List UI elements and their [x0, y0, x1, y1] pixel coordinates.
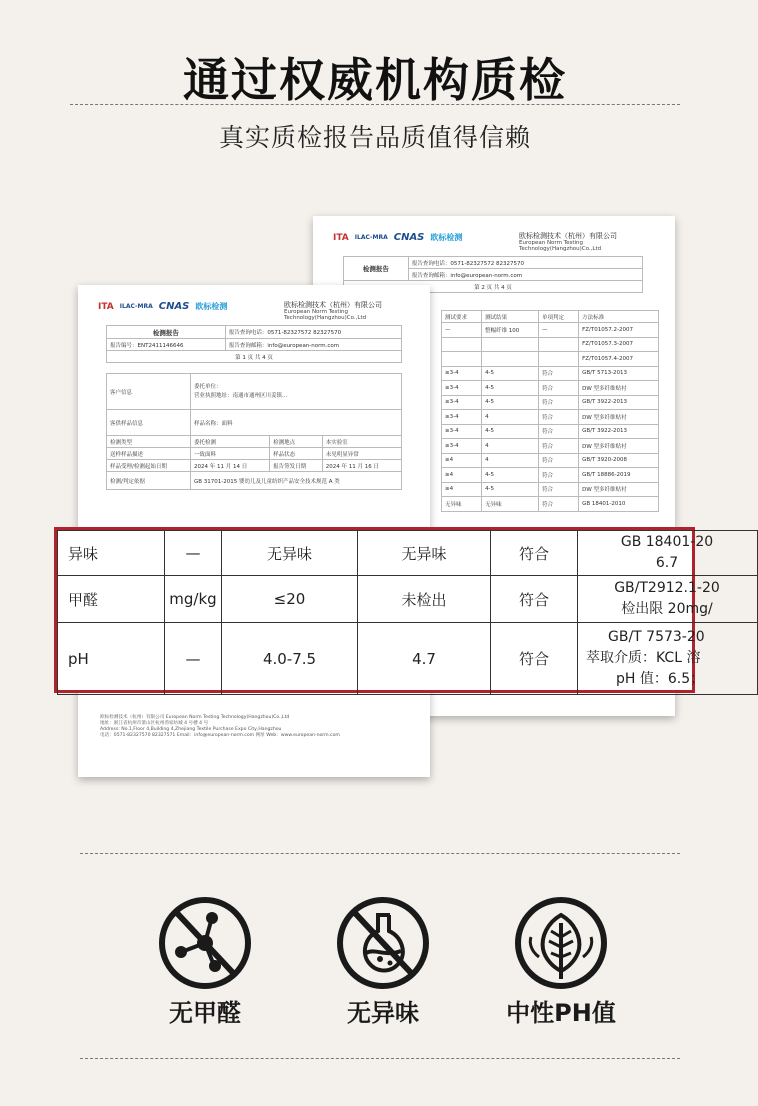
table-cell: 符合 — [539, 424, 579, 439]
report-front-lab-cn: 欧标检测技术（杭州）有限公司 — [284, 301, 382, 309]
table-cell: 4 — [482, 439, 539, 454]
table-cell: ≥3-4 — [442, 424, 482, 439]
basis-label: 检测/判定依据 — [107, 472, 191, 490]
table-row — [442, 439, 659, 454]
result-cell: 未检出 — [358, 576, 491, 623]
table-cell: GB/T 3920-2008 — [579, 453, 659, 468]
verdict-cell: 符合 — [491, 576, 578, 623]
table-row — [442, 395, 659, 410]
eu-logo: 欧标检测 — [195, 302, 228, 311]
table-cell: DW 型多纤维贴衬 — [579, 482, 659, 497]
title-divider — [70, 104, 680, 105]
issue-date: 2024 年 11 月 16 日 — [322, 460, 401, 472]
report-back-title: 检测报告 — [344, 257, 409, 281]
feature-label-no-formaldehyde: 无甲醛 — [169, 999, 241, 1027]
page-title: 通过权威机构质检 — [183, 53, 567, 107]
recv-date: 2024 年 11 月 14 日 — [190, 460, 269, 472]
table-cell: 4-5 — [482, 395, 539, 410]
table-cell: FZ/T01057.2-2007 — [579, 323, 659, 338]
table-cell: 符合 — [539, 453, 579, 468]
standard-cell: GB/T 7573-20 萃取介质：KCL 溶 pH 值：6.5； — [578, 623, 758, 695]
footer-line: Address: No.1,Floor 4,Building 4,Zhejiang Textile Purchase Expo City,Hangzhou — [100, 727, 282, 732]
no-odor-icon — [333, 893, 433, 993]
table-row — [442, 352, 659, 367]
table-row — [58, 576, 758, 623]
table-cell: 符合 — [539, 410, 579, 425]
report-front-footer — [100, 715, 340, 739]
sample-state: 未见明显异常 — [322, 448, 401, 460]
table-cell: ≥4 — [442, 468, 482, 483]
table-cell: FZ/T01057.3-2007 — [579, 337, 659, 352]
item-cell: 甲醛 — [58, 576, 165, 623]
table-cell: DW 型多纤维贴衬 — [579, 439, 659, 454]
page-subtitle: 真实质检报告品质值得信赖 — [218, 123, 531, 152]
feature-label-neutral-ph: 中性PH值 — [506, 999, 616, 1027]
table-cell: GB/T 18886-2019 — [579, 468, 659, 483]
table-cell: 符合 — [539, 497, 579, 512]
requirement-cell: 4.0-7.5 — [222, 623, 358, 695]
table-cell — [539, 352, 579, 367]
table-cell — [482, 337, 539, 352]
table-cell: DW 型多纤维贴衬 — [579, 381, 659, 396]
report-back-lab-cn: 欧标检测技术（杭州）有限公司 — [519, 232, 617, 240]
sample-desc: 一致面料 — [190, 448, 269, 460]
report-back-page: 第 2 页 共 4 页 — [344, 281, 643, 293]
table-row — [442, 424, 659, 439]
table-cell: 符合 — [539, 482, 579, 497]
table-cell: ≥4 — [442, 482, 482, 497]
footer-line: 地址：浙江省杭州市萧山区杭州湾家纺城 4 号楼 4 号 — [100, 721, 209, 726]
table-cell: GB 18401-2010 — [579, 497, 659, 512]
eu-logo: 欧标检测 — [430, 233, 463, 242]
table-cell — [482, 352, 539, 367]
table-cell: 无异味 — [442, 497, 482, 512]
report-front-header-table — [106, 325, 402, 363]
table-row — [442, 482, 659, 497]
table-cell: ≥3-4 — [442, 395, 482, 410]
verdict-cell: 符合 — [491, 623, 578, 695]
sample-state-label: 样品状态 — [270, 448, 323, 460]
sample-label: 客供样品信息 — [107, 410, 191, 436]
report-front-email: 报告查询邮箱：info@european-norm.com — [225, 339, 401, 351]
report-back-phone: 报告查询电话：0571-82327572 82327570 — [408, 257, 642, 269]
ilac-logo: ILAC-MRA — [354, 234, 388, 241]
requirement-cell: 无异味 — [222, 531, 358, 576]
table-cell: GB/T 3922-2013 — [579, 424, 659, 439]
table-cell: ≥3-4 — [442, 410, 482, 425]
table-cell: FZ/T01057.4-2007 — [579, 352, 659, 367]
table-cell: ≥3-4 — [442, 439, 482, 454]
highlighted-results-table — [54, 527, 720, 693]
cnas-logo: CNAS — [393, 232, 425, 243]
table-cell: 整幅纤维 100 — [482, 323, 539, 338]
report-back-results-table — [441, 310, 659, 512]
test-type-label: 检测类型 — [107, 436, 191, 448]
col-header: 测试结果 — [482, 311, 539, 323]
table-row — [58, 531, 758, 576]
report-front-info-table — [106, 373, 402, 490]
col-header: 方法标准 — [579, 311, 659, 323]
table-cell: ≥3-4 — [442, 381, 482, 396]
table-cell: GB/T 3922-2013 — [579, 395, 659, 410]
report-front-title: 检测报告 — [107, 326, 226, 339]
table-cell: GB/T 5713-2013 — [579, 366, 659, 381]
no-formaldehyde-icon — [155, 893, 255, 993]
report-front-phone: 报告查询电话：0571-82327572 82327570 — [225, 326, 401, 339]
client-label: 客户信息 — [107, 374, 191, 410]
standard-cell: GB 18401-20 6.7 — [578, 531, 758, 576]
unit-cell: — — [165, 623, 222, 695]
table-cell: 4-5 — [482, 366, 539, 381]
feature-label-no-odor: 无异味 — [347, 999, 419, 1027]
requirement-cell: ≤20 — [222, 576, 358, 623]
features-divider-top — [80, 853, 680, 854]
table-cell: — — [539, 323, 579, 338]
test-place: 本实验室 — [322, 436, 401, 448]
neutral-ph-leaf-icon — [511, 893, 611, 993]
item-cell: pH — [58, 623, 165, 695]
table-cell: 4-5 — [482, 468, 539, 483]
table-row — [442, 381, 659, 396]
ita-logo: ITA — [333, 232, 349, 243]
table-cell: 符合 — [539, 381, 579, 396]
test-type: 委托检测 — [190, 436, 269, 448]
result-cell: 无异味 — [358, 531, 491, 576]
footer-line: 欧标检测技术（杭州）有限公司 European Norm Testing Technology(Hangzhou)Co.,Ltd — [100, 715, 290, 720]
sample-desc-label: 送样样品描述 — [107, 448, 191, 460]
table-cell: 符合 — [539, 366, 579, 381]
table-cell: 符合 — [539, 439, 579, 454]
unit-cell: mg/kg — [165, 576, 222, 623]
recv-date-label: 样品受理/检测起始日期 — [107, 460, 191, 472]
test-place-label: 检测地点 — [270, 436, 323, 448]
footer-line: 电话：0571-82327570 82327571 Email：info@european-norm.com 网址 Web：www.european-norm.com — [100, 733, 340, 738]
table-cell: 4-5 — [482, 381, 539, 396]
table-cell: 4-5 — [482, 482, 539, 497]
report-back-lab-en: European Norm Testing Technology(Hangzhou)Co.,Ltd — [519, 240, 602, 252]
table-cell — [539, 337, 579, 352]
ita-logo: ITA — [98, 301, 114, 312]
table-cell: 4-5 — [482, 424, 539, 439]
cnas-logo: CNAS — [158, 301, 190, 312]
report-front-lab-en: European Norm Testing Technology(Hangzhou)Co.,Ltd — [284, 309, 367, 321]
verdict-cell: 符合 — [491, 531, 578, 576]
report-back-email: 报告查询邮箱：info@european-norm.com — [408, 269, 642, 281]
basis: GB 31701-2015 婴幼儿及儿童纺织产品安全技术规范 A 类 — [190, 472, 401, 490]
table-cell: 符合 — [539, 395, 579, 410]
features-divider-bottom — [80, 1058, 680, 1059]
ilac-logo: ILAC-MRA — [119, 303, 153, 310]
report-back-logos — [333, 232, 462, 243]
table-row — [442, 468, 659, 483]
report-front-no: 报告编号：ENT2411146646 — [107, 339, 226, 351]
table-row — [442, 366, 659, 381]
result-cell: 4.7 — [358, 623, 491, 695]
item-cell: 异味 — [58, 531, 165, 576]
report-front-logos — [98, 301, 227, 312]
table-cell — [442, 337, 482, 352]
table-cell: ≥3-4 — [442, 366, 482, 381]
col-header: 单项判定 — [539, 311, 579, 323]
table-row — [442, 453, 659, 468]
table-cell: 4 — [482, 453, 539, 468]
table-row — [58, 623, 758, 695]
table-cell — [442, 352, 482, 367]
sample-name: 样品名称：面料 — [190, 410, 401, 436]
table-cell: 符合 — [539, 468, 579, 483]
standard-cell: GB/T2912.1-20 检出限 20mg/ — [578, 576, 758, 623]
table-row — [442, 337, 659, 352]
client-info: 委托单位： 营业执照地址：南通市通州区川姜镇... — [190, 374, 401, 410]
issue-date-label: 报告签发日期 — [270, 460, 323, 472]
table-row — [442, 497, 659, 512]
table-cell: ≥4 — [442, 453, 482, 468]
report-front-page: 第 1 页 共 4 页 — [107, 351, 402, 363]
table-cell: 4 — [482, 410, 539, 425]
table-row — [442, 323, 659, 338]
col-header: 测试要求 — [442, 311, 482, 323]
table-cell: DW 型多纤维贴衬 — [579, 410, 659, 425]
unit-cell: — — [165, 531, 222, 576]
table-cell: 无异味 — [482, 497, 539, 512]
table-cell: — — [442, 323, 482, 338]
table-row — [442, 410, 659, 425]
